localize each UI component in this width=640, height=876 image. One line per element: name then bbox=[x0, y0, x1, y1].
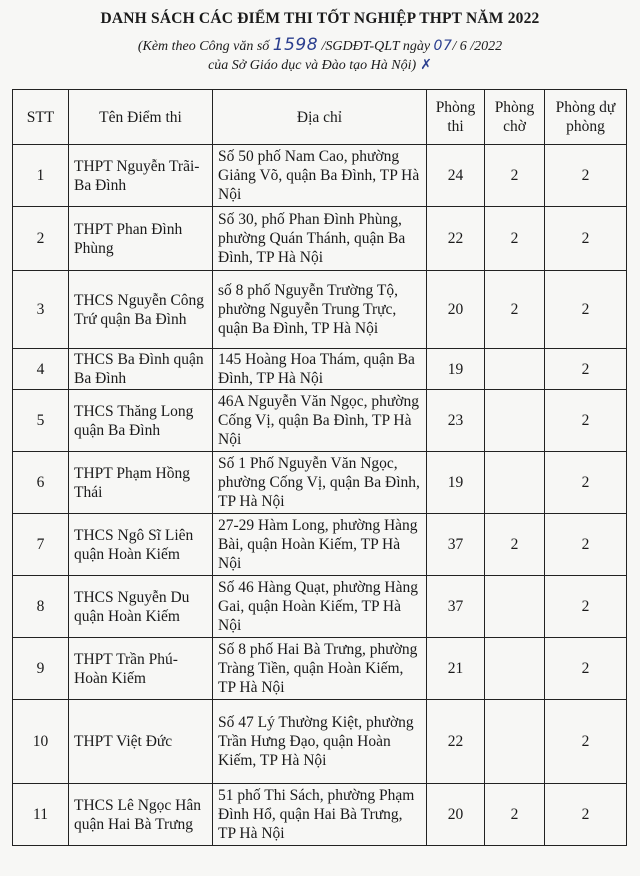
subtitle-month-year: / 6 /2022 bbox=[452, 39, 503, 54]
header-phong-du-phong: Phòng dự phòng bbox=[545, 90, 627, 145]
table-row bbox=[13, 271, 627, 349]
cell-phong-thi: 21 bbox=[427, 638, 485, 700]
cell-site-name: THPT Phạm Hồng Thái bbox=[69, 452, 213, 514]
cell-phong-du-phong: 2 bbox=[545, 145, 627, 207]
cell-site-name: THCS Lê Ngọc Hân quận Hai Bà Trưng bbox=[69, 784, 213, 846]
cell-site-name: THPT Phan Đình Phùng bbox=[69, 207, 213, 271]
cell-address: Số 50 phố Nam Cao, phường Giảng Võ, quận Ba Đình, TP Hà Nội bbox=[213, 145, 427, 207]
table-row bbox=[13, 452, 627, 514]
cell-phong-thi: 20 bbox=[427, 271, 485, 349]
cell-phong-thi: 37 bbox=[427, 514, 485, 576]
cell-phong-cho: 2 bbox=[485, 145, 545, 207]
document-subtitle bbox=[0, 36, 640, 75]
cell-phong-du-phong: 2 bbox=[545, 514, 627, 576]
table-row bbox=[13, 638, 627, 700]
subtitle-line-1 bbox=[0, 36, 640, 56]
cell-phong-du-phong: 2 bbox=[545, 576, 627, 638]
cell-stt: 3 bbox=[13, 271, 69, 349]
cell-address: Số 30, phố Phan Đình Phùng, phường Quán Thánh, quận Ba Đình, TP Hà Nội bbox=[213, 207, 427, 271]
cell-site-name: THPT Nguyễn Trãi-Ba Đình bbox=[69, 145, 213, 207]
cell-site-name: THPT Trần Phú-Hoàn Kiếm bbox=[69, 638, 213, 700]
handwritten-check-mark-icon: ✗ bbox=[420, 58, 432, 73]
cell-phong-du-phong: 2 bbox=[545, 271, 627, 349]
cell-stt: 4 bbox=[13, 349, 69, 390]
cell-address: Số 46 Hàng Quạt, phường Hàng Gai, quận Hoàn Kiếm, TP Hà Nội bbox=[213, 576, 427, 638]
cell-stt: 11 bbox=[13, 784, 69, 846]
cell-address: Số 1 Phố Nguyễn Văn Ngọc, phường Cống Vị, quận Ba Đình, TP Hà Nội bbox=[213, 452, 427, 514]
cell-stt: 7 bbox=[13, 514, 69, 576]
cell-phong-cho bbox=[485, 390, 545, 452]
header-phong-cho: Phòng chờ bbox=[485, 90, 545, 145]
cell-phong-cho: 2 bbox=[485, 207, 545, 271]
cell-address: Số 47 Lý Thường Kiệt, phường Trần Hưng Đạo, quận Hoàn Kiếm, TP Hà Nội bbox=[213, 700, 427, 784]
cell-phong-du-phong: 2 bbox=[545, 452, 627, 514]
header-phong-thi: Phòng thi bbox=[427, 90, 485, 145]
cell-phong-cho: 2 bbox=[485, 271, 545, 349]
table-row bbox=[13, 514, 627, 576]
cell-phong-cho bbox=[485, 349, 545, 390]
cell-stt: 10 bbox=[13, 700, 69, 784]
cell-address: 51 phố Thi Sách, phường Phạm Đình Hổ, quận Hai Bà Trưng, TP Hà Nội bbox=[213, 784, 427, 846]
table-row bbox=[13, 349, 627, 390]
cell-phong-thi: 22 bbox=[427, 207, 485, 271]
cell-site-name: THCS Nguyễn Du quận Hoàn Kiếm bbox=[69, 576, 213, 638]
subtitle-line-2 bbox=[0, 56, 640, 75]
cell-phong-thi: 23 bbox=[427, 390, 485, 452]
cell-phong-thi: 24 bbox=[427, 145, 485, 207]
cell-site-name: THCS Ngô Sĩ Liên quận Hoàn Kiếm bbox=[69, 514, 213, 576]
cell-phong-du-phong: 2 bbox=[545, 349, 627, 390]
cell-phong-cho: 2 bbox=[485, 514, 545, 576]
cell-stt: 5 bbox=[13, 390, 69, 452]
cell-phong-cho bbox=[485, 452, 545, 514]
subtitle-issuer: của Sở Giáo dục và Đào tạo Hà Nội) bbox=[208, 58, 417, 73]
cell-site-name: THPT Việt Đức bbox=[69, 700, 213, 784]
header-address: Địa chỉ bbox=[213, 90, 427, 145]
cell-phong-du-phong: 2 bbox=[545, 784, 627, 846]
cell-phong-du-phong: 2 bbox=[545, 207, 627, 271]
cell-site-name: THCS Thăng Long quận Ba Đình bbox=[69, 390, 213, 452]
table-row bbox=[13, 700, 627, 784]
table-row bbox=[13, 576, 627, 638]
exam-sites-table bbox=[12, 89, 627, 846]
cell-phong-du-phong: 2 bbox=[545, 390, 627, 452]
cell-phong-thi: 20 bbox=[427, 784, 485, 846]
cell-phong-thi: 37 bbox=[427, 576, 485, 638]
cell-address: 27-29 Hàm Long, phường Hàng Bài, quận Hoàn Kiếm, TP Hà Nội bbox=[213, 514, 427, 576]
table-header-row bbox=[13, 90, 627, 145]
cell-stt: 6 bbox=[13, 452, 69, 514]
subtitle-prefix: (Kèm theo Công văn số bbox=[137, 39, 270, 54]
cell-stt: 8 bbox=[13, 576, 69, 638]
table-row bbox=[13, 145, 627, 207]
cell-address: 46A Nguyễn Văn Ngọc, phường Cống Vị, quận Ba Đình, TP Hà Nội bbox=[213, 390, 427, 452]
cell-phong-du-phong: 2 bbox=[545, 638, 627, 700]
cell-phong-cho bbox=[485, 576, 545, 638]
cell-address: 145 Hoàng Hoa Thám, quận Ba Đình, TP Hà Nội bbox=[213, 349, 427, 390]
cell-address: Số 8 phố Hai Bà Trưng, phường Tràng Tiền, quận Hoàn Kiếm, TP Hà Nội bbox=[213, 638, 427, 700]
document-title: DANH SÁCH CÁC ĐIỂM THI TỐT NGHIỆP THPT NĂM 2022 bbox=[100, 10, 540, 27]
header-name: Tên Điểm thi bbox=[69, 90, 213, 145]
cell-phong-du-phong: 2 bbox=[545, 700, 627, 784]
table-row bbox=[13, 207, 627, 271]
cell-stt: 9 bbox=[13, 638, 69, 700]
cell-site-name: THCS Ba Đình quận Ba Đình bbox=[69, 349, 213, 390]
table-row bbox=[13, 390, 627, 452]
header-stt: STT bbox=[13, 90, 69, 145]
handwritten-day: 07 bbox=[433, 38, 453, 54]
cell-stt: 1 bbox=[13, 145, 69, 207]
handwritten-doc-number: 1598 bbox=[272, 35, 319, 55]
cell-phong-cho bbox=[485, 638, 545, 700]
cell-phong-cho: 2 bbox=[485, 784, 545, 846]
cell-phong-cho bbox=[485, 700, 545, 784]
table-row bbox=[13, 784, 627, 846]
subtitle-doc-code: /SGDĐT-QLT ngày bbox=[321, 39, 431, 54]
cell-stt: 2 bbox=[13, 207, 69, 271]
cell-phong-thi: 19 bbox=[427, 452, 485, 514]
cell-phong-thi: 22 bbox=[427, 700, 485, 784]
cell-address: số 8 phố Nguyễn Trường Tộ, phường Nguyễn Trung Trực, quận Ba Đình, TP Hà Nội bbox=[213, 271, 427, 349]
cell-phong-thi: 19 bbox=[427, 349, 485, 390]
cell-site-name: THCS Nguyễn Công Trứ quận Ba Đình bbox=[69, 271, 213, 349]
